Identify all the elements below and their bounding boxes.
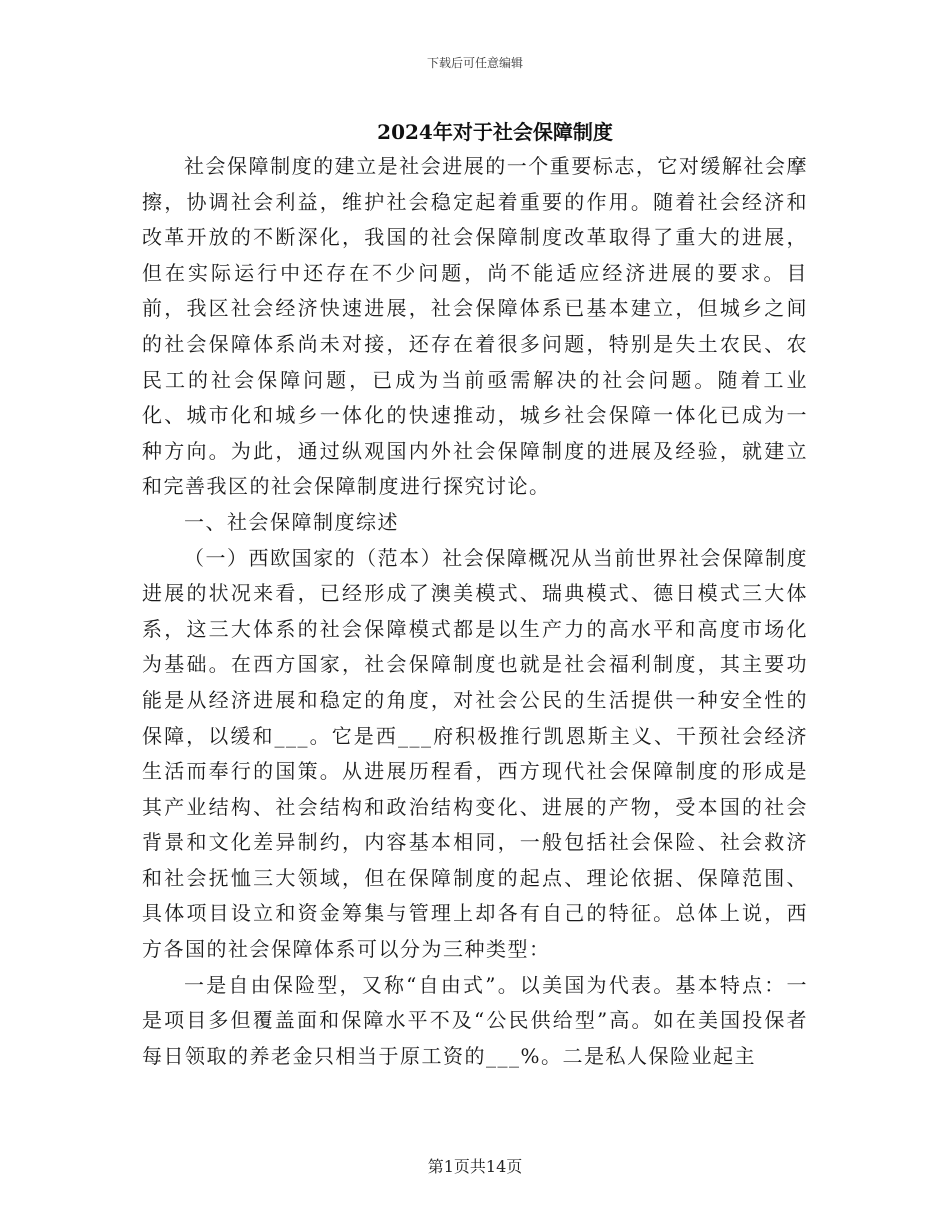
header-note: 下载后可任意编辑 [426, 56, 523, 70]
paragraph-western-overview: （一）西欧国家的（范本）社会保障概况从当前世界社会保障制度进展的状况来看，已经形成了澳美模式、瑞典模式、德日模式三大体系，这三大体系的社会保障模式都是以生产力的高水平和高度市场化为基础。在西方国家，社会保障制度也就是社会福利制度，其主要功能是从经济进展和稳定的角度，对社会公民的生活提供一种安全性的保障，以缓和___。它是西___府积极推行凯恩斯主义、干预社会经济生活而奉行的国策。从进展历程看，西方现代社会保障制度的形成是其产业结构、社会结构和政治结构变化、进展的产物，受本国的社会背景和文化差异制约，内容基本相同，一般包括社会保险、社会救济和社会抚恤三大领域，但在保障制度的起点、理论依据、保障范围、具体项目设立和资金筹集与管理上却各有自己的特征。总体上说，西方各国的社会保障体系可以分为三种类型： [142, 545, 808, 962]
paragraph-free-insurance: 一是自由保险型，又称“自由式”。以美国为代表。基本特点：一是项目多但覆盖面和保障水平不及“公民供给型”高。如在美国投保者每日领取的养老金只相当于原工资的___%。二是私人保险业起主 [142, 972, 808, 1068]
paragraph-intro: 社会保障制度的建立是社会进展的一个重要标志，它对缓解社会摩擦，协调社会利益，维护社会稳定起着重要的作用。随着社会经济和改革开放的不断深化，我国的社会保障制度改革取得了重大的进展，但在实际运行中还存在不少问题，尚不能适应经济进展的要求。目前，我区社会经济快速进展，社会保障体系已基本建立，但城乡之间的社会保障体系尚未对接，还存在着很多问题，特别是失土农民、农民工的社会保障问题，已成为当前亟需解决的社会问题。随着工业化、城市化和城乡一体化的快速推动，城乡社会保障一体化已成为一种方向。为此，通过纵观国内外社会保障制度的进展及经验，就建立和完善我区的社会保障制度进行探究讨论。 [142, 154, 808, 499]
page-number-footer: 第1页共14页 [427, 1157, 523, 1176]
document-title: 2024年对于社会保障制度 [377, 120, 613, 144]
document-body [142, 149, 808, 1074]
section-heading: 一、社会保障制度综述 [184, 509, 399, 534]
